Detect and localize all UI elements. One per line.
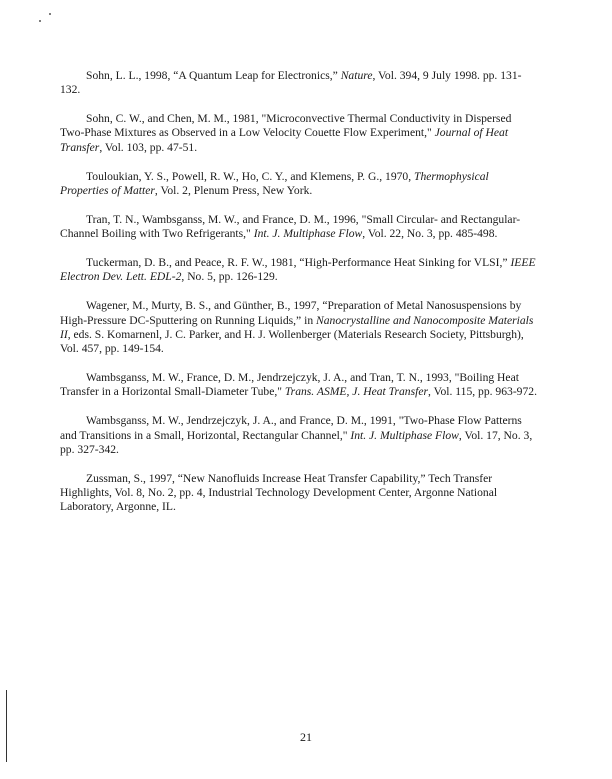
reference-text: , Vol. 2, Plenum Press, New York. [154, 183, 313, 197]
reference-text: , eds. S. Komarnenl, J. C. Parker, and H. J. Wollenberger (Materials Research Society, Pittsburgh), Vol. 457, pp. 149-154. [60, 327, 524, 356]
reference-text: , No. 5, pp. 126-129. [181, 270, 278, 284]
reference-italic-title: Nature [340, 69, 373, 82]
reference-entry [60, 112, 538, 155]
reference-entry [60, 414, 538, 457]
reference-italic-title: Nanocrystalline and Nanocomposite Materials II [60, 313, 534, 341]
reference-italic-title: Int. J. Multiphase Flow [253, 227, 363, 241]
reference-entry [60, 371, 538, 400]
page-number: 21 [300, 730, 312, 744]
reference-text: , Vol. 394, 9 July 1998. pp. 131-132. [60, 69, 522, 97]
reference-text: Touloukian, Y. S., Powell, R. W., Ho, C. Y., and Klemens, P. G., 1970, [86, 169, 415, 183]
reference-text: , Vol. 17, No. 3, pp. 327-342. [60, 428, 533, 456]
reference-italic-title: Journal of Heat Transfer [60, 126, 509, 154]
reference-entry [60, 69, 538, 98]
reference-text: Wambsganss, M. W., France, D. M., Jendrzejczyk, J. A., and Tran, T. N., 1993, "Boiling Heat Transfer in a Horizontal Small-Diameter Tube," [60, 371, 519, 399]
reference-text: Sohn, C. W., and Chen, M. M., 1981, "Microconvective Thermal Conductivity in Dispersed Two-Phase Mixtures as Observed in a Low Velocity Couette Flow Experiment," [60, 112, 512, 140]
reference-italic-title: Trans. ASME, J. Heat Transfer [284, 385, 428, 399]
reference-entry [60, 213, 538, 242]
reference-text: Wagener, M., Murty, B. S., and Günther, B., 1997, “Preparation of Metal Nanosuspensions by High-Pressure DC-Sputtering on Running Liquids,” in [60, 299, 522, 327]
reference-text: Tuckerman, D. B., and Peace, R. F. W., 1981, “High-Performance Heat Sinking for VLSI,” [86, 256, 511, 270]
reference-text: Wambsganss, M. W., Jendrzejczyk, J. A., and France, D. M., 1991, "Two-Phase Flow Patterns and Transitions in a Small, Horizontal, Rectangular Channel," [60, 414, 522, 442]
reference-entry [60, 256, 538, 285]
scan-speck [49, 13, 51, 15]
reference-entry [60, 472, 538, 515]
reference-italic-title: Int. J. Multiphase Flow [350, 428, 459, 442]
reference-list [60, 69, 538, 529]
reference-entry [60, 170, 538, 199]
reference-text: , Vol. 115, pp. 963-972. [428, 385, 537, 399]
reference-italic-title: Thermophysical Properties of Matter [60, 169, 489, 197]
reference-text: , Vol. 103, pp. 47-51. [99, 140, 198, 154]
reference-italic-title: IEEE Electron Dev. Lett. EDL-2 [60, 256, 536, 284]
reference-text: Sohn, L. L., 1998, “A Quantum Leap for Electronics,” [86, 69, 341, 82]
reference-text: Tran, T. N., Wambsganss, M. W., and France, D. M., 1996, "Small Circular- and Rectangular-Channel Boiling with Two Refrigerants," [60, 212, 521, 241]
reference-entry [60, 299, 538, 356]
scan-speck [39, 20, 41, 22]
reference-text: , Vol. 22, No. 3, pp. 485-498. [362, 227, 498, 241]
reference-text: Zussman, S., 1997, “New Nanofluids Increase Heat Transfer Capability,” Tech Transfer Highlights, Vol. 8, No. 2, pp. 4, Industrial Technology Development Center, Argonne National Laboratory, Argonne, IL. [60, 471, 498, 514]
scan-margin-line [6, 690, 7, 762]
